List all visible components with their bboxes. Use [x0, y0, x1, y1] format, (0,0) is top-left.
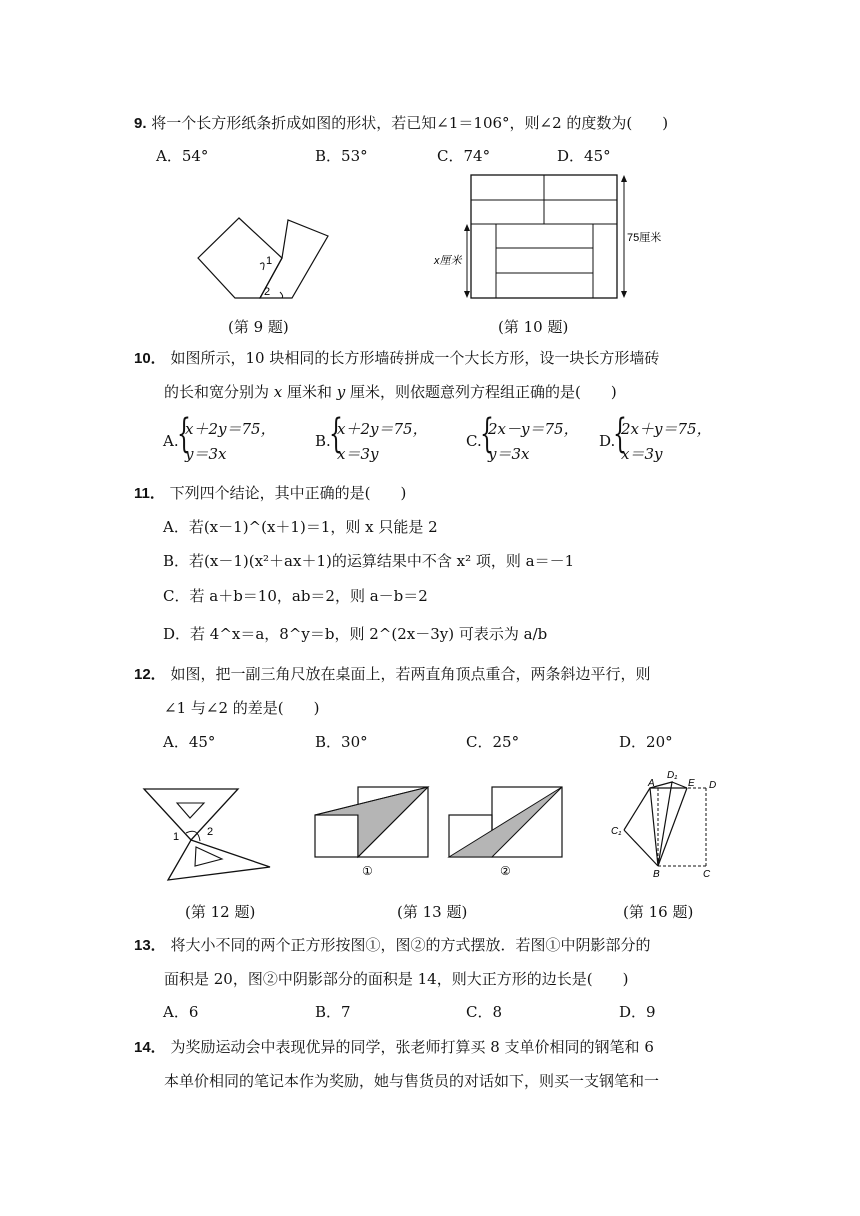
var-x: x [273, 383, 283, 401]
q9-option-d: D．45° [557, 147, 611, 165]
q12-option-d: D．20° [619, 733, 673, 751]
q11-option-c: C．若 a＋b＝10，ab＝2，则 a－b＝2 [163, 587, 428, 605]
equation-1: 2x＋y＝75， [621, 420, 712, 438]
angle-1-label: 1 [266, 255, 273, 267]
angle-2-label: 2 [264, 286, 271, 298]
question-text: 下列四个结论，其中正确的是( ) [169, 484, 407, 502]
q12-figure [140, 785, 275, 885]
q11-option-d: D．若 4^x＝a，8^y＝b，则 2^(2x－3y) 可表示为 a/b [163, 625, 548, 643]
equation-1: x＋2y＝75， [185, 420, 276, 438]
q11-option-b: B．若(x－1)(x²＋ax＋1)的运算结果中不含 x² 项，则 a＝－1 [163, 552, 575, 570]
q13-option-b: B．7 [315, 1003, 351, 1021]
point-c1-label: C₁ [611, 826, 622, 837]
equation-2: x＝3y [621, 445, 663, 463]
option-label: C. [466, 432, 482, 450]
q10-option-a: A. { x＋2y＝75， y＝3x [163, 411, 276, 463]
q9-option-c: C．74° [437, 147, 491, 165]
figure-1-label: ① [362, 864, 373, 878]
text-segment: 厘米，则依题意列方程组正确的是( ) [345, 383, 617, 401]
question-13-line2: 面积是 20，图②中阴影部分的面积是 14，则大正方形的边长是( ) [164, 970, 629, 988]
q10-figure [430, 172, 700, 302]
angle-1-label: 1 [173, 831, 180, 843]
question-9 [134, 112, 668, 135]
equation-2: x＝3y [337, 445, 379, 463]
angle-2-label: 2 [207, 826, 214, 838]
q13-caption: (第 13 题) [397, 903, 468, 921]
question-number: 12． [134, 666, 166, 683]
option-label: A. [163, 432, 179, 450]
q12-option-a: A．45° [163, 733, 216, 751]
point-e-label: E [688, 778, 695, 789]
question-11 [134, 482, 406, 505]
question-number: 9. [134, 115, 147, 132]
question-12-line2: ∠1 与∠2 的差是( ) [164, 699, 320, 717]
question-number: 11． [134, 485, 165, 502]
question-number: 14． [134, 1039, 166, 1056]
q16-figure [608, 770, 728, 880]
point-b-label: B [653, 869, 660, 880]
q13-figure [310, 785, 580, 880]
question-text: 将一个长方形纸条折成如图的形状，若已知∠1＝106°，则∠2 的度数为( ) [151, 114, 669, 132]
q9-figure [190, 212, 330, 307]
var-y: y [336, 383, 346, 401]
q11-option-a: A．若(x－1)^(x＋1)＝1，则 x 只能是 2 [163, 518, 438, 536]
point-d1-label: D₁ [667, 770, 678, 781]
question-12 [134, 663, 650, 686]
question-14-line2: 本单价相同的笔记本作为奖励，她与售货员的对话如下，则买一支钢笔和一 [164, 1072, 660, 1090]
question-10-line2 [164, 381, 617, 403]
question-text-line1: 为奖励运动会中表现优异的同学，张老师打算买 8 支单价相同的钢笔和 6 [170, 1038, 654, 1056]
option-label: D. [599, 432, 616, 450]
q9-option-b: B．53° [315, 147, 368, 165]
q13-option-c: C．8 [466, 1003, 503, 1021]
question-13 [134, 934, 650, 957]
point-c-label: C [703, 869, 711, 880]
q13-option-d: D．9 [619, 1003, 656, 1021]
question-text-line1: 将大小不同的两个正方形按图①，图②的方式摆放．若图①中阴影部分的 [170, 936, 651, 954]
option-label: B. [315, 432, 331, 450]
equation-2: y＝3x [185, 445, 227, 463]
q10-option-b: B. { x＋2y＝75， x＝3y [315, 411, 428, 463]
equation-1: 2x－y＝75， [488, 420, 579, 438]
q9-caption: (第 9 题) [228, 318, 289, 336]
dimension-x-label: x厘米 [434, 255, 462, 267]
point-d-label: D [709, 780, 717, 791]
q12-option-c: C．25° [466, 733, 520, 751]
q10-option-c: C. { 2x－y＝75， y＝3x [466, 411, 579, 463]
q10-caption: (第 10 题) [498, 318, 569, 336]
q12-caption: (第 12 题) [185, 903, 256, 921]
text-segment: 厘米和 [282, 383, 337, 401]
equation-2: y＝3x [488, 445, 530, 463]
question-text-line1: 如图所示，10 块相同的长方形墙砖拼成一个大长方形，设一块长方形墙砖 [170, 349, 660, 367]
question-14 [134, 1036, 654, 1059]
q12-option-b: B．30° [315, 733, 368, 751]
q13-option-a: A．6 [163, 1003, 199, 1021]
question-number: 10． [134, 350, 166, 367]
equation-1: x＋2y＝75， [337, 420, 428, 438]
point-a-label: A [648, 778, 655, 789]
text-segment: 的长和宽分别为 [164, 383, 274, 401]
q16-caption: (第 16 题) [623, 903, 694, 921]
q10-option-d: D. { 2x＋y＝75， x＝3y [599, 411, 712, 463]
question-text-line1: 如图，把一副三角尺放在桌面上，若两直角顶点重合，两条斜边平行，则 [170, 665, 651, 683]
dimension-75-label: 75厘米 [627, 232, 662, 244]
question-number: 13． [134, 937, 166, 954]
question-10 [134, 347, 659, 370]
q9-option-a: A．54° [156, 147, 209, 165]
figure-2-label: ② [500, 864, 511, 878]
